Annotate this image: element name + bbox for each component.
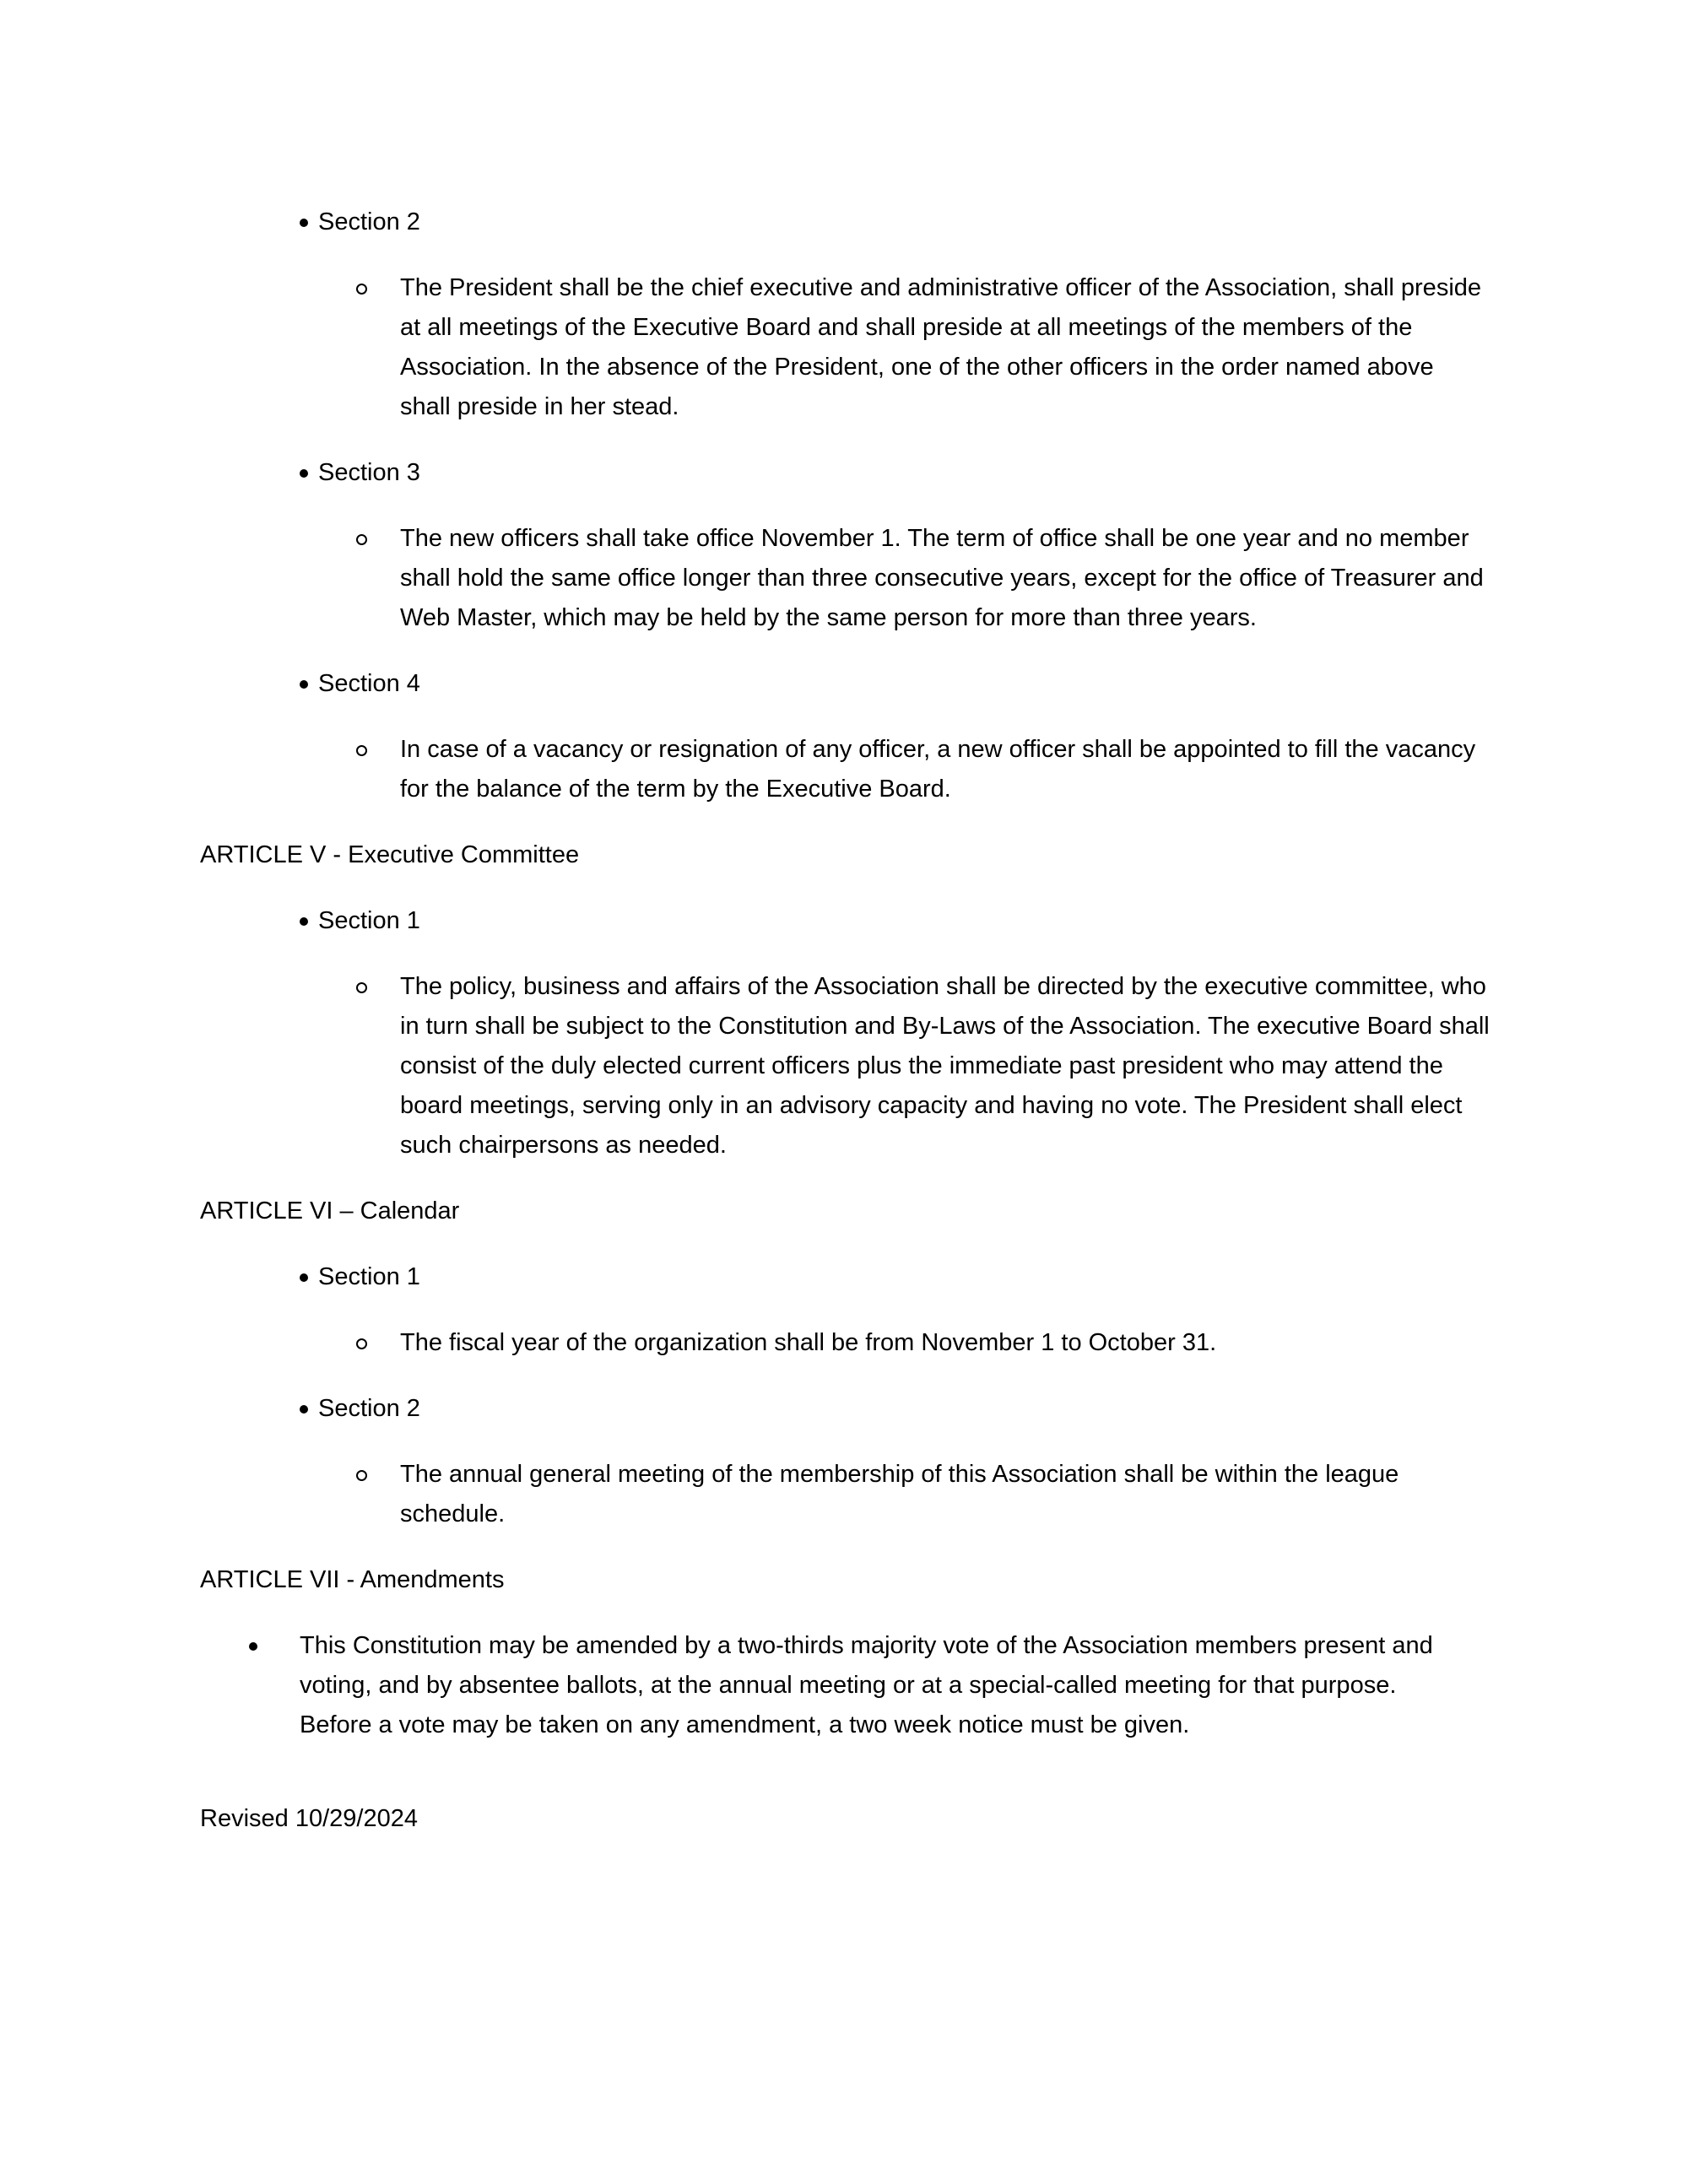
section-paragraph: The fiscal year of the organization shall be from November 1 to October 31. (400, 1329, 1217, 1356)
bullet-icon (300, 917, 308, 926)
section-label: Section 1 (318, 1263, 420, 1290)
section-label: Section 4 (318, 670, 420, 697)
section-item (200, 203, 1490, 242)
section-label: Section 3 (318, 459, 420, 486)
circle-bullet-icon (356, 284, 367, 295)
section-paragraph-item (200, 1455, 1490, 1534)
bullet-icon (300, 469, 308, 478)
section-paragraph: The new officers shall take office November 1. The term of office shall be one year and no member shall hold the same office longer than three consecutive years, except for the office of Treasurer and Web Master, which may be held by the same person for more than three years. (400, 525, 1484, 631)
bullet-icon (300, 219, 308, 227)
circle-bullet-icon (356, 745, 367, 756)
circle-bullet-icon (356, 982, 367, 993)
section-item (200, 453, 1490, 493)
article-heading: ARTICLE V - Executive Committee (200, 841, 580, 868)
bullet-icon (300, 1405, 308, 1414)
section-paragraph-item (200, 1323, 1490, 1363)
circle-bullet-icon (356, 1338, 367, 1349)
section-item (200, 1257, 1490, 1297)
amendment-paragraph: This Constitution may be amended by a two-thirds majority vote of the Association members present and voting, and by absentee ballots, at the annual meeting or at a special-called meeting for that purpose. Before a vote may be taken on any amendment, a two week notice must be given. (300, 1632, 1433, 1738)
section-item (200, 664, 1490, 704)
article-heading: ARTICLE VI – Calendar (200, 1197, 460, 1224)
section-label: Section 1 (318, 907, 420, 934)
section-label: Section 2 (318, 208, 420, 235)
section-item (200, 901, 1490, 941)
section-paragraph-item (200, 730, 1490, 809)
bullet-icon (300, 680, 308, 689)
section-item (200, 1389, 1490, 1429)
section-paragraph: The President shall be the chief executive and administrative officer of the Association, shall preside at all meetings of the Executive Board and shall preside at all meetings of the members of the Association. In the absence of the President, one of the other officers in the order named above shall preside in her stead. (400, 274, 1482, 420)
section-paragraph-item (200, 967, 1490, 1165)
section-label: Section 2 (318, 1395, 420, 1422)
circle-bullet-icon (356, 1470, 367, 1481)
bullet-icon (249, 1642, 257, 1651)
section-paragraph: In case of a vacancy or resignation of any officer, a new officer shall be appointed to fill the vacancy for the balance of the term by the Executive Board. (400, 736, 1476, 803)
section-paragraph: The policy, business and affairs of the Association shall be directed by the executive committee, who in turn shall be subject to the Constitution and By-Laws of the Association. The executive Board shall consist of the duly elected current officers plus the immediate past president who may attend the board meetings, serving only in an advisory capacity and having no vote. The President shall elect such chairpersons as needed. (400, 973, 1490, 1159)
circle-bullet-icon (356, 534, 367, 545)
section-paragraph-item (200, 519, 1490, 638)
amendment-item (200, 1626, 1490, 1745)
section-paragraph-item (200, 268, 1490, 427)
revision-note: Revised 10/29/2024 (200, 1805, 418, 1832)
section-paragraph: The annual general meeting of the membership of this Association shall be within the league schedule. (400, 1461, 1399, 1527)
bullet-icon (300, 1273, 308, 1282)
article-heading: ARTICLE VII - Amendments (200, 1566, 505, 1593)
